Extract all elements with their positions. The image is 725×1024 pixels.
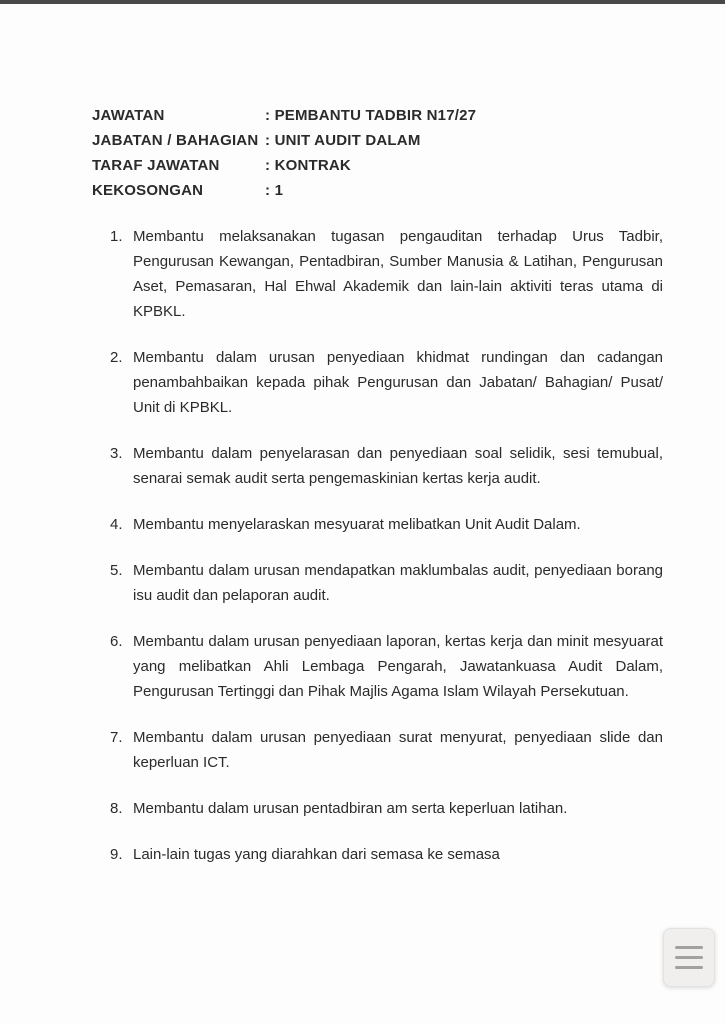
job-header-block <box>92 103 663 203</box>
header-field-kekosongan <box>92 178 663 203</box>
field-value: : UNIT AUDIT DALAM <box>265 132 421 149</box>
list-item <box>110 441 663 491</box>
list-item-text: Lain-lain tugas yang diarahkan dari semasa ke semasa <box>133 846 500 863</box>
list-item-number: 1. <box>110 228 123 245</box>
list-item <box>110 796 663 821</box>
list-item-number: 4. <box>110 516 123 533</box>
list-item-text: Membantu menyelaraskan mesyuarat melibatkan Unit Audit Dalam. <box>133 516 581 533</box>
list-item-number: 6. <box>110 633 123 650</box>
list-item-number: 5. <box>110 562 123 579</box>
header-field-jawatan <box>92 103 663 128</box>
list-item-text: Membantu melaksanakan tugasan pengauditan terhadap Urus Tadbir, Pengurusan Kewangan, Pentadbiran, Sumber Manusia & Latihan, Pengurusan Aset, Pemasaran, Hal Ehwal Akademik dan lain-lain aktiviti teras utama di KPBKL. <box>133 228 663 320</box>
field-label: JAWATAN <box>92 107 165 124</box>
list-item-number: 9. <box>110 846 123 863</box>
field-label: TARAF JAWATAN <box>92 157 220 174</box>
field-label: KEKOSONGAN <box>92 182 204 199</box>
menu-button[interactable] <box>663 928 715 987</box>
list-item-number: 2. <box>110 349 123 366</box>
list-item <box>110 629 663 704</box>
list-item-text: Membantu dalam urusan mendapatkan maklumbalas audit, penyediaan borang isu audit dan pelaporan audit. <box>133 562 663 604</box>
field-value: : PEMBANTU TADBIR N17/27 <box>265 107 477 124</box>
list-item <box>110 842 663 867</box>
list-item <box>110 512 663 537</box>
hamburger-icon <box>675 946 703 969</box>
list-item-number: 7. <box>110 729 123 746</box>
list-item <box>110 224 663 324</box>
header-field-jabatan-bahagian <box>92 128 663 153</box>
list-item-text: Membantu dalam urusan pentadbiran am serta keperluan latihan. <box>133 800 568 817</box>
list-item-number: 3. <box>110 445 123 462</box>
field-value: : KONTRAK <box>265 157 351 174</box>
list-item <box>110 345 663 420</box>
list-item <box>110 725 663 775</box>
list-item-text: Membantu dalam urusan penyediaan khidmat rundingan dan cadangan penambahbaikan kepada pihak Pengurusan dan Jabatan/ Bahagian/ Pusat/ Unit di KPBKL. <box>133 349 663 416</box>
duties-list <box>92 224 663 867</box>
field-label: JABATAN / BAHAGIAN <box>92 132 259 149</box>
list-item-text: Membantu dalam penyelarasan dan penyediaan soal selidik, sesi temubual, senarai semak audit serta pengemaskinian kertas kerja audit. <box>133 445 663 487</box>
header-field-taraf-jawatan <box>92 153 663 178</box>
field-value: : 1 <box>265 182 284 199</box>
list-item-number: 8. <box>110 800 123 817</box>
list-item-text: Membantu dalam urusan penyediaan laporan, kertas kerja dan minit mesyuarat yang melibatkan Ahli Lembaga Pengarah, Jawatankuasa Audit Dalam, Pengurusan Tertinggi dan Pihak Majlis Agama Islam Wilayah Persekutuan. <box>133 633 663 700</box>
list-item <box>110 558 663 608</box>
list-item-text: Membantu dalam urusan penyediaan surat menyurat, penyediaan slide dan keperluan ICT. <box>133 729 663 771</box>
